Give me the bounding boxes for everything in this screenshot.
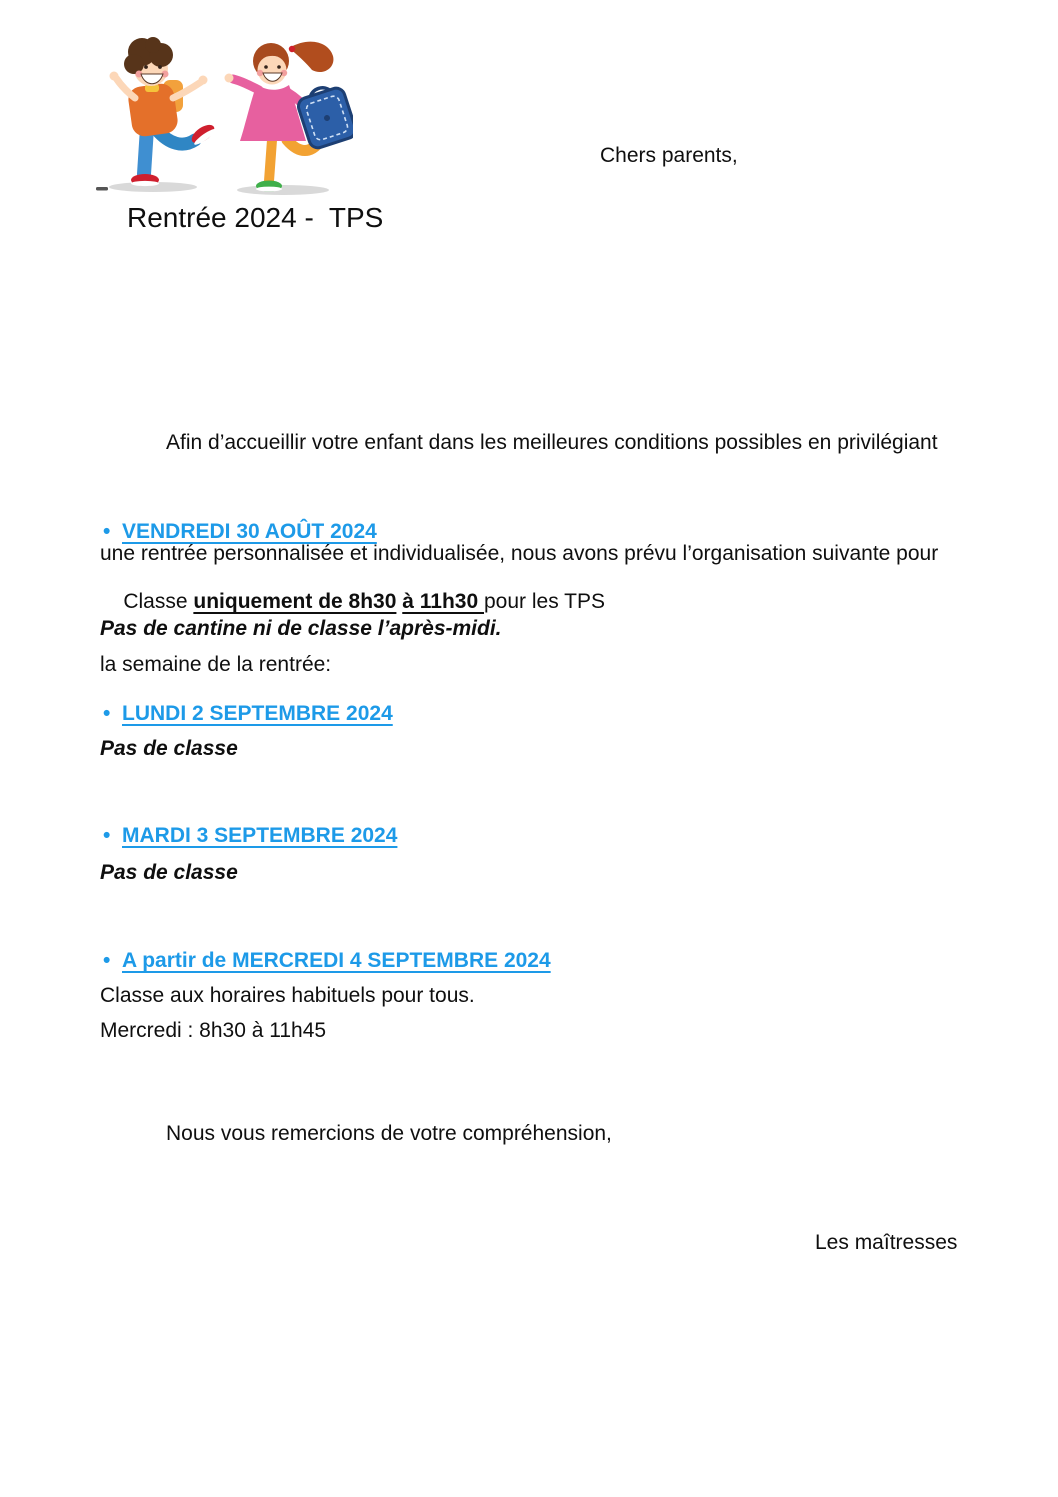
section-note-lundi: Pas de classe xyxy=(100,737,238,760)
schedule-line-mercredi-horaires: Mercredi : 8h30 à 11h45 xyxy=(100,1019,327,1042)
intro-line: une rentrée personnalisée et individualisée, nous avons prévu l’organisation suivante pour xyxy=(100,542,939,565)
scan-artifact-dash xyxy=(96,187,108,191)
section-heading-mardi xyxy=(103,817,397,854)
schedule-suffix: pour les TPS xyxy=(484,590,606,613)
greeting-text: Chers parents, xyxy=(600,144,738,167)
intro-line: la semaine de la rentrée: xyxy=(100,653,332,676)
schedule-hours-part2: à 11h30 xyxy=(402,590,484,613)
closing-text: Nous vous remercions de votre compréhension, xyxy=(166,1122,612,1145)
boy-figure xyxy=(110,37,218,186)
intro-line: Afin d’accueillir votre enfant dans les meilleures conditions possibles en privilégiant xyxy=(166,431,938,454)
section-note-mardi: Pas de classe xyxy=(100,861,238,884)
section-heading-label: MARDI 3 SEPTEMBRE 2024 xyxy=(122,824,398,847)
schedule-line-habituels: Classe aux horaires habituels pour tous. xyxy=(100,984,475,1007)
section-note-vendredi: Pas de cantine ni de classe l’après-midi. xyxy=(100,617,502,640)
bullet-icon: • xyxy=(103,824,111,847)
schedule-prefix: Classe xyxy=(123,590,194,613)
section-heading-label: A partir de MERCREDI 4 SEPTEMBRE 2024 xyxy=(122,949,551,972)
bullet-icon: • xyxy=(103,702,111,725)
children-illustration xyxy=(95,34,353,198)
section-heading-lundi xyxy=(103,695,393,732)
section-heading-label: VENDREDI 30 AOÛT 2024 xyxy=(122,520,377,543)
girl-figure xyxy=(225,42,354,192)
signature-text: Les maîtresses xyxy=(815,1231,958,1254)
page-title: Rentrée 2024 - TPS xyxy=(127,202,384,233)
section-heading-vendredi xyxy=(103,513,377,550)
schedule-hours-part1: uniquement de 8h30 xyxy=(193,590,397,613)
section-heading-label: LUNDI 2 SEPTEMBRE 2024 xyxy=(122,702,393,725)
bullet-icon: • xyxy=(103,949,111,972)
bullet-icon: • xyxy=(103,520,111,543)
girl-shadow xyxy=(237,185,329,195)
section-heading-mercredi xyxy=(103,942,551,979)
